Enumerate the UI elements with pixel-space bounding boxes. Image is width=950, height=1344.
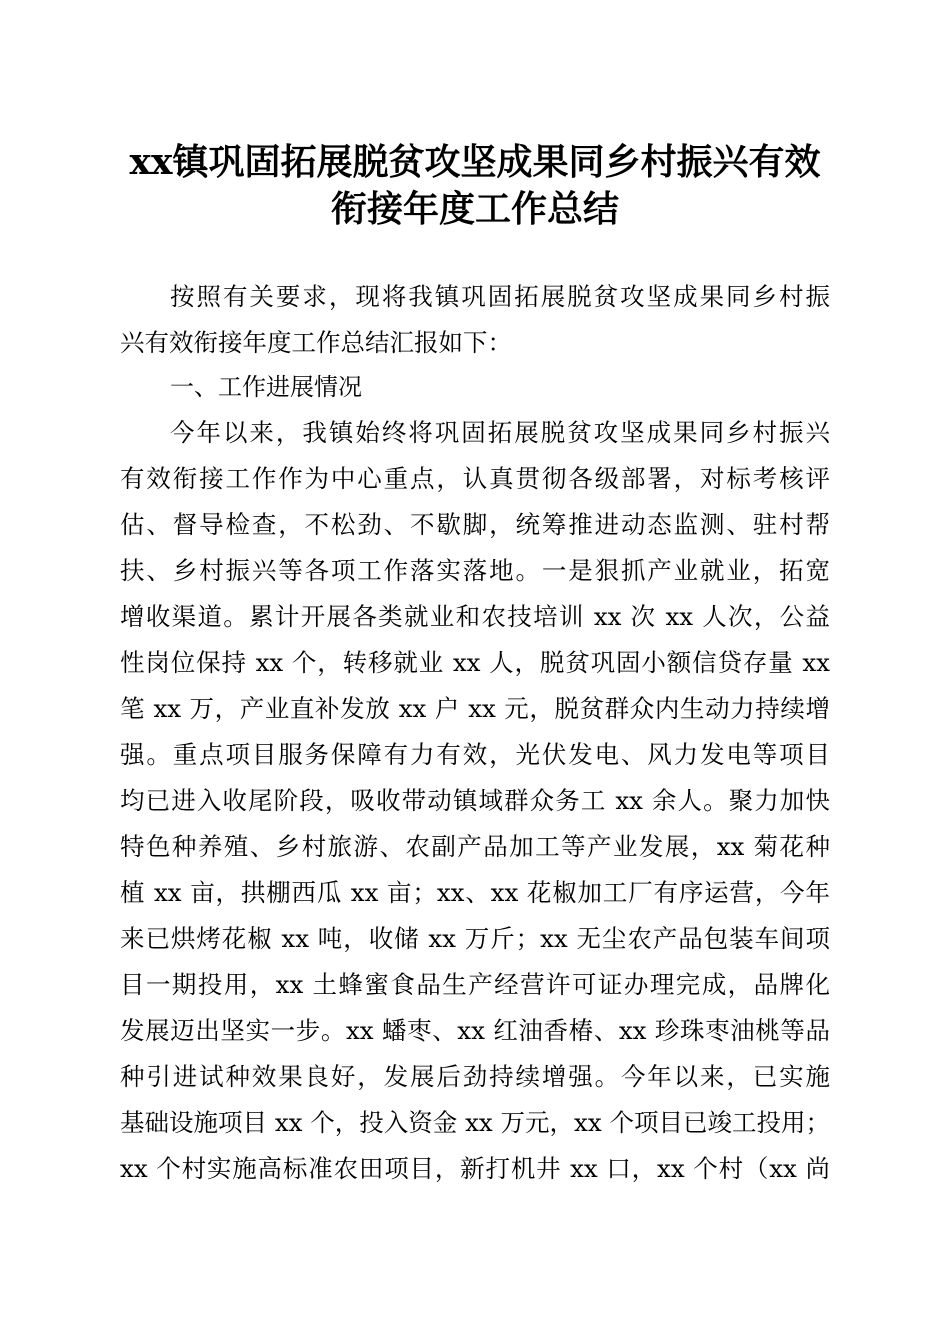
paragraph-line: 估、督导检查，不松劲、不歇脚，统筹推进动态监测、驻村帮 <box>120 510 830 539</box>
paragraph-line: 扶、乡村振兴等各项工作落实落地。一是狠抓产业就业，拓宽 <box>120 556 830 585</box>
paragraph-line: 发展迈出坚实一步。xx 蟠枣、xx 红油香椿、xx 珍珠枣油桃等品 <box>120 1016 830 1045</box>
paragraph-line: 种引进试种效果良好，发展后劲持续增强。今年以来，已实施 <box>120 1062 830 1091</box>
intro-line-2: 兴有效衔接年度工作总结汇报如下： <box>120 328 512 357</box>
document-title-line-2: 衔接年度工作总结 <box>330 188 619 230</box>
paragraph-line: 今年以来，我镇始终将巩固拓展脱贫攻坚成果同乡村振兴 <box>170 418 830 447</box>
paragraph-line: 均已进入收尾阶段，吸收带动镇域群众务工 xx 余人。聚力加快 <box>120 786 830 815</box>
paragraph-line: 基础设施项目 xx 个，投入资金 xx 万元，xx 个项目已竣工投用； <box>120 1108 830 1137</box>
section-heading: 一、工作进展情况 <box>170 373 362 401</box>
paragraph-line: 目一期投用，xx 土蜂蜜食品生产经营许可证办理完成，品牌化 <box>120 970 830 999</box>
paragraph-line: 增收渠道。累计开展各类就业和农技培训 xx 次 xx 人次，公益 <box>120 602 830 631</box>
intro-line-1: 按照有关要求，现将我镇巩固拓展脱贫攻坚成果同乡村振 <box>170 282 830 311</box>
paragraph-line: 植 xx 亩，拱棚西瓜 xx 亩；xx、xx 花椒加工厂有序运营，今年 <box>120 878 830 907</box>
paragraph-line: 有效衔接工作作为中心重点，认真贯彻各级部署，对标考核评 <box>120 464 830 493</box>
document-title-line-1: xx镇巩固拓展脱贫攻坚成果同乡村振兴有效 <box>129 141 821 183</box>
paragraph-line: xx 个村实施高标准农田项目，新打机井 xx 口，xx 个村（xx 尚 <box>120 1154 830 1183</box>
paragraph-line: 强。重点项目服务保障有力有效，光伏发电、风力发电等项目 <box>120 740 830 769</box>
paragraph-line: 特色种养殖、乡村旅游、农副产品加工等产业发展，xx 菊花种 <box>120 832 830 861</box>
paragraph-line: 笔 xx 万，产业直补发放 xx 户 xx 元，脱贫群众内生动力持续增 <box>120 694 830 723</box>
paragraph-line: 来已烘烤花椒 xx 吨，收储 xx 万斤；xx 无尘农产品包装车间项 <box>120 924 830 953</box>
paragraph-line: 性岗位保持 xx 个，转移就业 xx 人，脱贫巩固小额信贷存量 xx <box>120 648 830 677</box>
